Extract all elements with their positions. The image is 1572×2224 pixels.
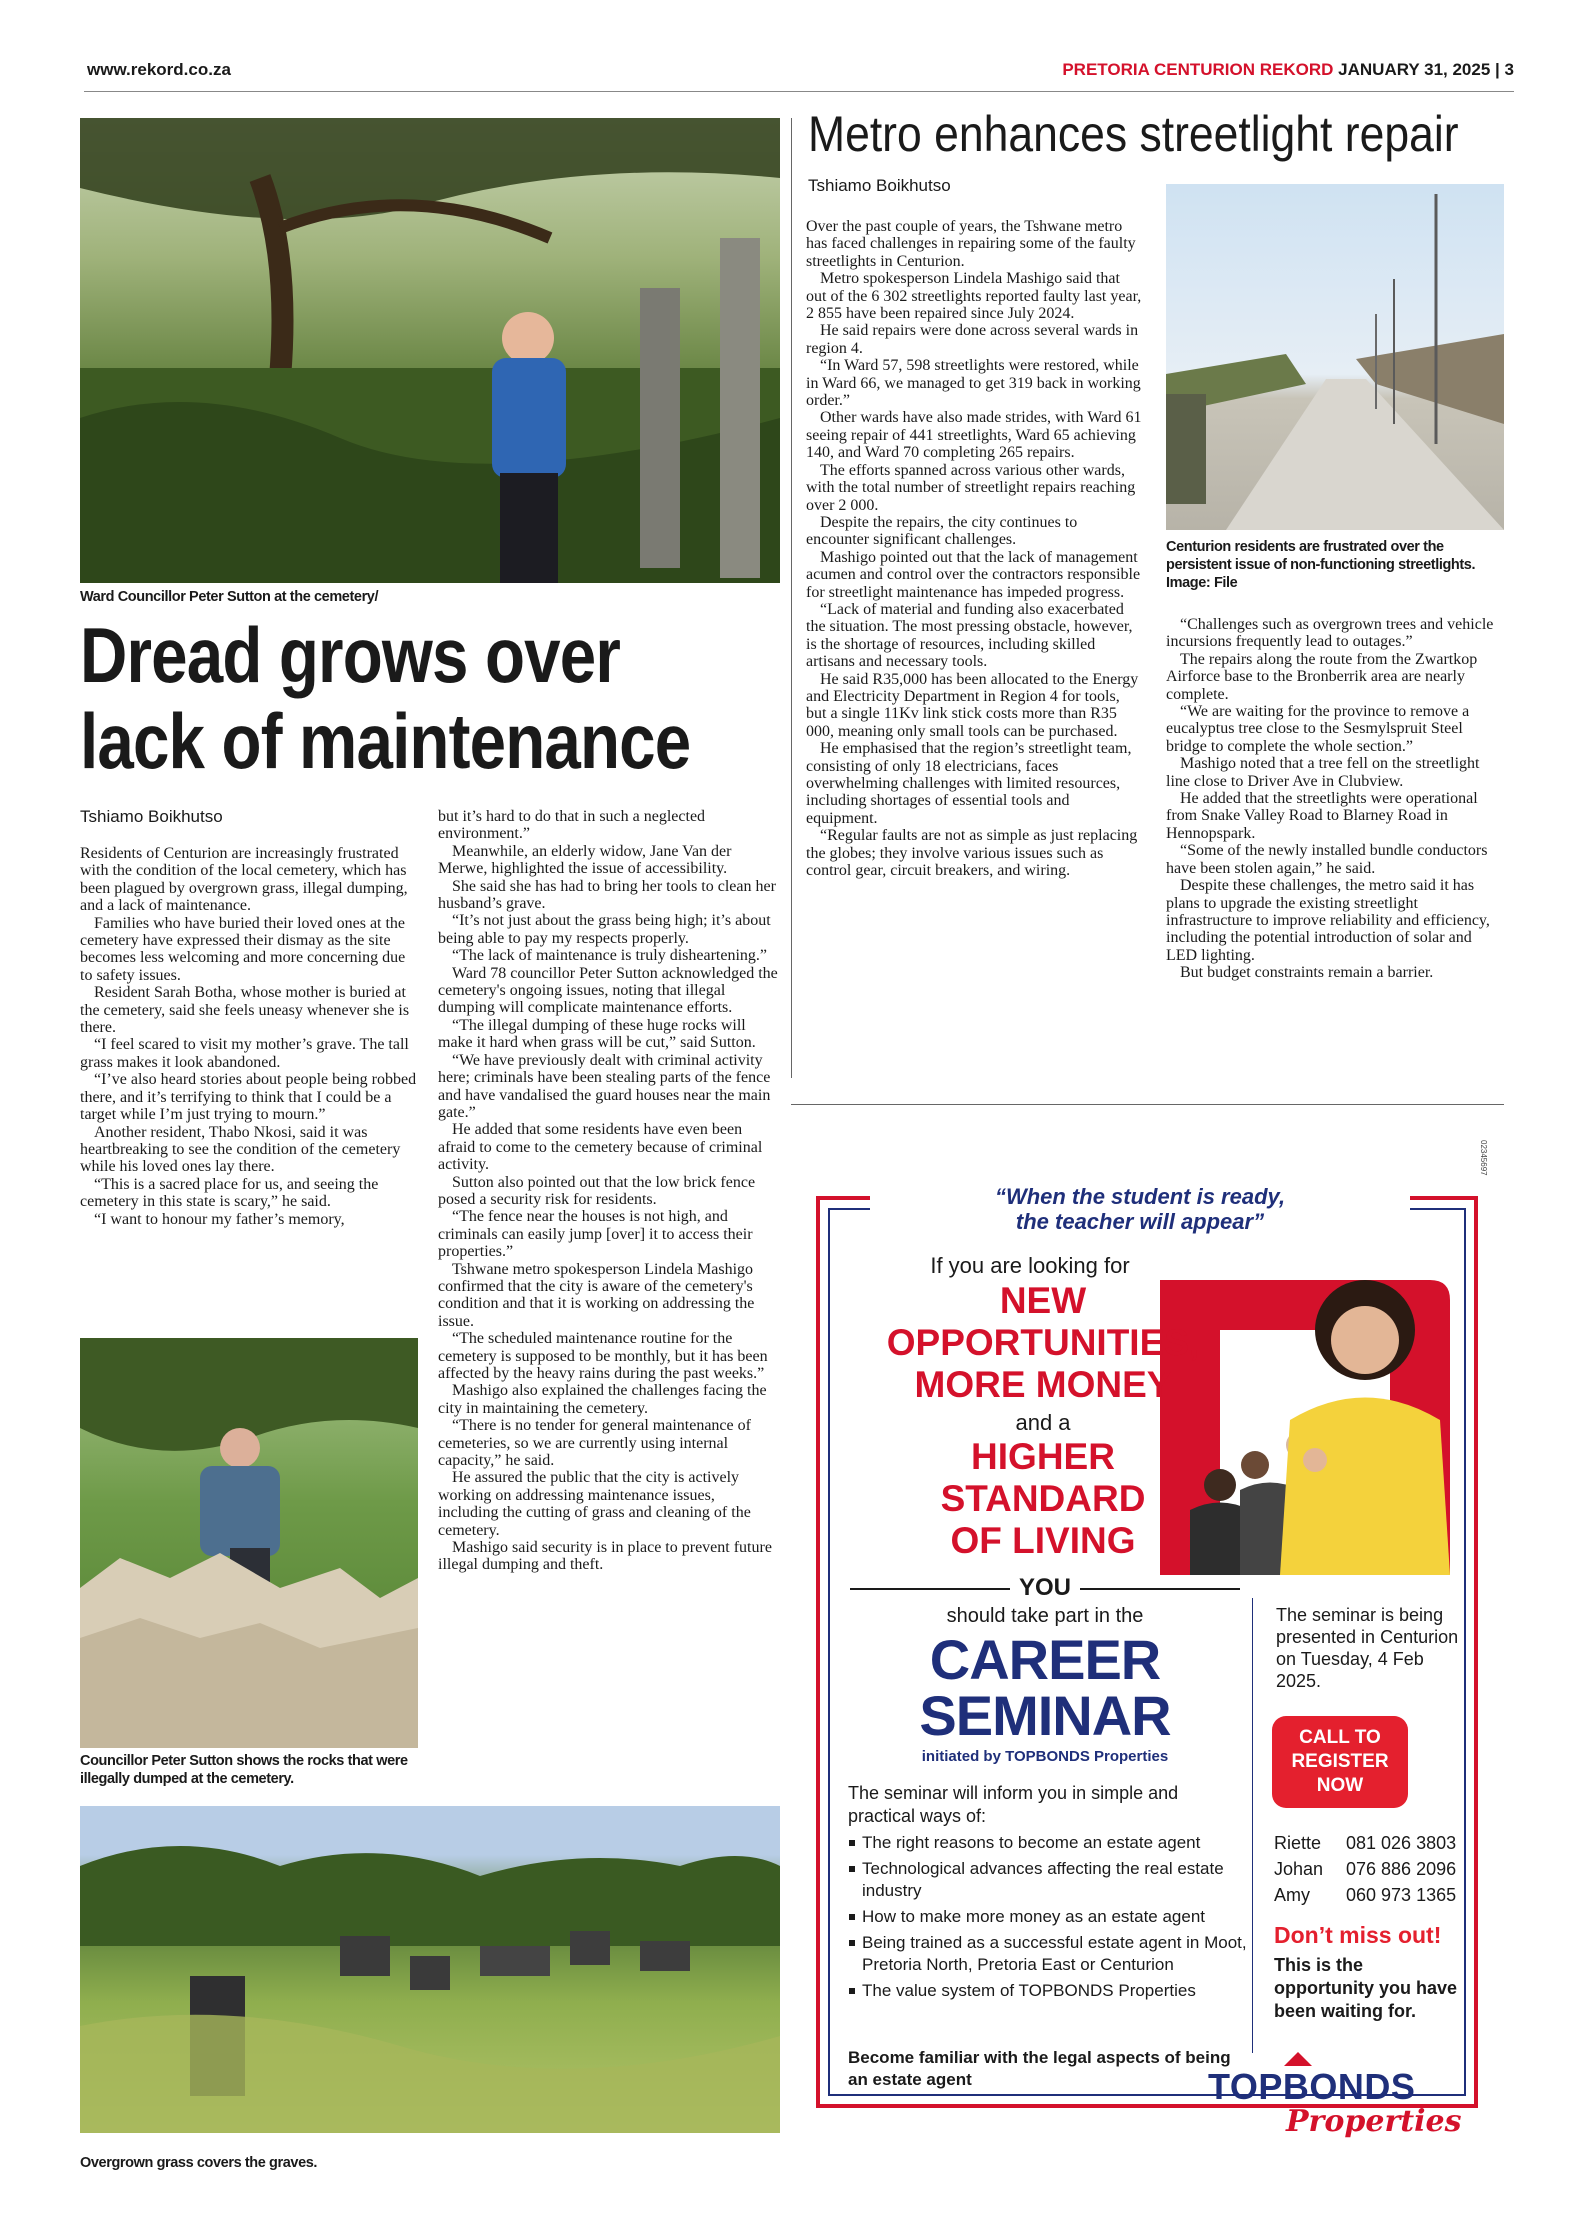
- paragraph: Sutton also pointed out that the low brick fence posed a security risk for residents.: [438, 1173, 756, 1208]
- page-number: 3: [1504, 60, 1514, 79]
- paragraph: Other wards have also made strides, with Ward 61 seeing repair of 441 streetlights, Ward 65 achieving 140, and Ward 70 completing 265 repairs.: [806, 409, 1142, 462]
- paragraph: He assured the public that the city is actively working on addressing maintenance issues, including the cutting of grass and cleaning of the cemetery.: [438, 1469, 751, 1539]
- ad-big2-line1: HIGHER: [971, 1436, 1115, 1477]
- ad-big2-line3: OF LIVING: [950, 1520, 1136, 1561]
- paragraph: “We have previously dealt with criminal activity here; criminals have been stealing parts of the fence and have vandalised the guard houses near the main gate.”: [438, 1051, 771, 1121]
- list-item: How to make more money as an estate agent: [848, 1906, 1248, 1928]
- paragraph: “We are waiting for the province to remove a eucalyptus tree close to the Sesmylspruit Steel bridge to complete the whole section.”: [1166, 703, 1470, 755]
- paragraph: Tshwane metro spokesperson Lindela Mashigo confirmed that the city is aware of the cemetery's condition and that it is working on addressing the issue.: [438, 1260, 755, 1330]
- dread-column-2: [438, 808, 778, 1574]
- paragraph: The efforts spanned across various other wards, with the total number of streetlight repairs reaching over 2 000.: [806, 461, 1136, 514]
- cta-line3: NOW: [1316, 1775, 1364, 1796]
- ad-you-rule-right: [1080, 1588, 1240, 1590]
- photo-dumped-rocks: [80, 1338, 418, 1748]
- ad-big1-line2: OPPORTUNITIES,: [886, 1322, 1200, 1363]
- call-to-register-button[interactable]: [1272, 1716, 1408, 1808]
- paragraph: “The scheduled maintenance routine for the cemetery is supposed to be monthly, but it has been affected by the heavy rains during the past weeks.”: [438, 1330, 768, 1382]
- ad-career-seminar: [850, 1628, 1240, 1747]
- dread-headline: [80, 611, 691, 785]
- photo-overgrown-graves-art: [80, 1806, 780, 2133]
- paragraph: “I want to honour my father’s memory,: [94, 1210, 345, 1228]
- contact-row[interactable]: [1274, 1882, 1456, 1908]
- paragraph: “The fence near the houses is not high, and criminals can easily jump [over] it to access their properties.”: [438, 1208, 753, 1261]
- paragraph: He said repairs were done across several wards in region 4.: [806, 322, 1139, 357]
- cta-line1: CALL TO: [1299, 1727, 1381, 1748]
- contact-phone[interactable]: 076 886 2096: [1346, 1859, 1457, 1879]
- paragraph: Metro spokesperson Lindela Mashigo said that out of the 6 302 streetlights reported faulty last year, 2 855 have been repaired since July 2024.: [806, 270, 1142, 323]
- paragraph: Despite these challenges, the metro said it has plans to upgrade the existing streetlight infrastructure to improve reliability and efficiency, including the potential introduction of solar and LED lighting.: [1166, 877, 1490, 964]
- ad-contacts: [1274, 1830, 1456, 1908]
- contact-name: Amy: [1274, 1885, 1310, 1905]
- dread-byline: Tshiamo Boikhutso: [80, 807, 223, 826]
- paragraph: He said R35,000 has been allocated to the Energy and Electricity Department in Region 4 for tools, but a single 11Kv link stick costs more than R35 000, meaning only small tools can be purchased.: [806, 670, 1139, 740]
- paragraph: Over the past couple of years, the Tshwane metro has faced challenges in repairing some of the faulty streetlights in Centurion.: [806, 218, 1136, 270]
- issue-date: JANUARY 31, 2025: [1338, 60, 1491, 79]
- ad-should: should take part in the: [946, 1605, 1144, 1627]
- photo1-caption: Ward Councillor Peter Sutton at the cemetery/: [80, 589, 379, 605]
- paragraph: Meanwhile, an elderly widow, Jane Van der Merwe, highlighted the issue of accessibility.: [438, 842, 732, 878]
- ad-dont-miss: Don’t miss out!: [1274, 1922, 1442, 1948]
- ad-quote-line2: the teacher will appear”: [1015, 1209, 1265, 1234]
- paragraph: “It’s not just about the grass being high; it’s about being able to pay my respects properly.: [438, 912, 771, 947]
- paragraph: The repairs along the route from the Zwartkop Airforce base to the Bronberrik area are nearly complete.: [1166, 650, 1478, 703]
- paragraph: “Challenges such as overgrown trees and vehicle incursions frequently lead to outages.”: [1166, 616, 1494, 651]
- topbonds-logo-text: TOPBONDS: [1208, 2066, 1416, 2107]
- site-url[interactable]: www.rekord.co.za: [87, 60, 231, 79]
- paragraph: “The illegal dumping of these huge rocks will make it hard when grass will be cut,” said Sutton.: [438, 1016, 756, 1052]
- photo-streetlights: [1166, 184, 1504, 530]
- ad-presented: The seminar is being presented in Centurion on Tuesday, 4 Feb 2025.: [1276, 1605, 1459, 1691]
- ad-headline-standard: [848, 1436, 1238, 1562]
- paragraph: He added that the streetlights were operational from Snake Valley Road to Blarney Road in Hennopspark.: [1166, 790, 1478, 842]
- paragraph: “I feel scared to visit my mother’s grave. The tall grass makes it look abandoned.: [80, 1036, 409, 1071]
- paragraph: Families who have buried their loved ones at the cemetery have expressed their dismay as the site becomes less welcoming and more concerning due to safety issues.: [80, 914, 406, 984]
- list-item: Being trained as a successful estate agent in Moot, Pretoria North, Pretoria East or Centurion: [848, 1932, 1248, 1976]
- contact-name: Johan: [1274, 1859, 1324, 1879]
- paragraph: Resident Sarah Botha, whose mother is buried at the cemetery, said she feels uneasy whenever she is there.: [80, 984, 410, 1037]
- paragraph: Another resident, Thabo Nkosi, said it was heartbreaking to see the condition of the cemetery while his loved ones lay there.: [80, 1123, 401, 1176]
- metro-column-2: [1166, 616, 1504, 982]
- ad-quote-line1: “When the student is ready,: [994, 1184, 1286, 1209]
- photo2-caption: Councillor Peter Sutton shows the rocks that were illegally dumped at the cemetery.: [80, 1753, 408, 1787]
- ad-big1-line1: NEW: [999, 1280, 1087, 1321]
- column-divider: [791, 118, 792, 1078]
- list-item: Technological advances affecting the real estate industry: [848, 1858, 1248, 1902]
- photo-councillor-cemetery-art: [80, 118, 780, 583]
- paragraph: But budget constraints remain a barrier.: [1180, 964, 1434, 982]
- page-header-info: [1062, 60, 1514, 80]
- ad-and-a: and a: [1015, 1410, 1071, 1435]
- paragraph: Ward 78 councillor Peter Sutton acknowledged the cemetery's ongoing issues, noting that illegal dumping will complicate maintenance efforts.: [438, 964, 778, 1017]
- ad-code: 02345697: [1479, 1140, 1488, 1176]
- header-separator: |: [1495, 60, 1500, 79]
- photo3-caption: Overgrown grass covers the graves.: [80, 2155, 318, 2171]
- ad-career: CAREER: [929, 1628, 1161, 1691]
- metro-headline: Metro enhances streetlight repair: [808, 106, 1459, 162]
- list-item: The right reasons to become an estate agent: [848, 1832, 1248, 1854]
- metro-photo-caption: Centurion residents are frustrated over the persistent issue of non-functioning streetlights. Image: File: [1166, 539, 1476, 591]
- paragraph: “Lack of material and funding also exacerbated the situation. The most pressing obstacle, however, is the shortage of resources, including skilled artisans and necessary tools.: [806, 600, 1133, 671]
- paragraph: “There is no tender for general maintenance of cemeteries, so we are currently using internal capacity,” he said.: [438, 1417, 751, 1470]
- contact-phone[interactable]: 081 026 3803: [1346, 1833, 1457, 1853]
- ad-you-rule-left: [850, 1588, 1010, 1590]
- photo-dumped-rocks-art: [80, 1338, 418, 1748]
- ad-quote: [870, 1184, 1410, 1234]
- dread-headline-line1: Dread grows over: [80, 611, 621, 699]
- paragraph: “Some of the newly installed bundle conductors have been stolen again,” he said.: [1166, 842, 1488, 877]
- list-item: The value system of TOPBONDS Properties: [848, 1980, 1248, 2002]
- ad-benefits-list: [848, 1832, 1248, 2006]
- paragraph: “This is a sacred place for us, and seeing the cemetery in this state is scary,” he said.: [80, 1175, 379, 1211]
- paragraph: Residents of Centurion are increasingly frustrated with the condition of the local cemetery, which has been plagued by overgrown grass, illegal dumping, and a lack of maintenance.: [80, 845, 408, 915]
- paragraph: Mashigo also explained the challenges facing the city in maintaining the cemetery.: [438, 1382, 767, 1417]
- ad-separator: [791, 1104, 1504, 1105]
- dread-headline-line2: lack of maintenance: [80, 697, 691, 785]
- paragraph: “The lack of maintenance is truly disheartening.”: [452, 947, 767, 965]
- ad-opportunity: This is the opportunity you have been waiting for.: [1274, 1955, 1458, 2021]
- paragraph: Mashigo said security is in place to prevent future illegal dumping and theft.: [438, 1539, 772, 1574]
- paragraph: Mashigo noted that a tree fell on the streetlight line close to Driver Ave in Clubview.: [1166, 755, 1480, 790]
- topbonds-logo-script: Properties: [1286, 2104, 1462, 2139]
- metro-column-1: [806, 218, 1144, 879]
- contact-phone[interactable]: 060 973 1365: [1346, 1885, 1457, 1905]
- photo-councillor-cemetery: [80, 118, 780, 583]
- ad-familiar: Become familiar with the legal aspects of being an estate agent: [848, 2048, 1231, 2089]
- dread-column-1: [80, 845, 418, 1228]
- paragraph: “In Ward 57, 598 streetlights were restored, while in Ward 66, we managed to get 319 back in working order.”: [806, 357, 1141, 410]
- paragraph: She said she has had to bring her tools to clean her husband’s grave.: [438, 877, 776, 913]
- ad-inform: The seminar will inform you in simple and practical ways of:: [848, 1783, 1179, 1826]
- ad-initiated: initiated by TOPBONDS Properties: [921, 1748, 1169, 1765]
- ad-divider: [1252, 1598, 1253, 2053]
- paragraph: He emphasised that the region’s streetlight team, consisting of only 18 electricians, faces overwhelming challenges with limited resources, including shortages of essential tools and equipment.: [806, 740, 1132, 827]
- paragraph: but it’s hard to do that in such a neglected environment.”: [438, 808, 706, 843]
- metro-byline: Tshiamo Boikhutso: [808, 176, 951, 195]
- ad-big1-line3: MORE MONEY: [914, 1364, 1172, 1405]
- contact-row[interactable]: [1274, 1856, 1456, 1882]
- paragraph: Mashigo pointed out that the lack of management acumen and control over the contractors responsible for streetlight maintenance has impeded progress.: [806, 548, 1141, 601]
- photo-overgrown-graves: [80, 1806, 780, 2133]
- contact-name: Riette: [1274, 1833, 1322, 1853]
- ad-you: YOU: [1018, 1574, 1071, 1601]
- publication-name: PRETORIA CENTURION REKORD: [1062, 60, 1334, 79]
- header-rule: [84, 91, 1514, 92]
- photo-streetlights-art: [1166, 184, 1504, 530]
- logo-roof-icon: [1284, 2052, 1312, 2066]
- ad-headline-opportunities: [848, 1280, 1238, 1406]
- paragraph: Despite the repairs, the city continues to encounter significant challenges.: [806, 513, 1078, 549]
- cta-line2: REGISTER: [1291, 1751, 1389, 1772]
- paragraph: “I’ve also heard stories about people being robbed there, and it’s terrifying to think that I could be a target while I’m just trying to mourn.”: [80, 1071, 417, 1124]
- paragraph: He added that some residents have even been afraid to come to the cemetery because of criminal activity.: [438, 1121, 763, 1174]
- ad-big2-line2: STANDARD: [940, 1478, 1146, 1519]
- contact-row[interactable]: [1274, 1830, 1456, 1856]
- ad-seminar: SEMINAR: [919, 1684, 1171, 1747]
- paragraph: “Regular faults are not as simple as just replacing the globes; they involve various issues such as control gear, circuit breakers, and wiring.: [806, 827, 1138, 880]
- ad-looking: If you are looking for: [930, 1253, 1130, 1278]
